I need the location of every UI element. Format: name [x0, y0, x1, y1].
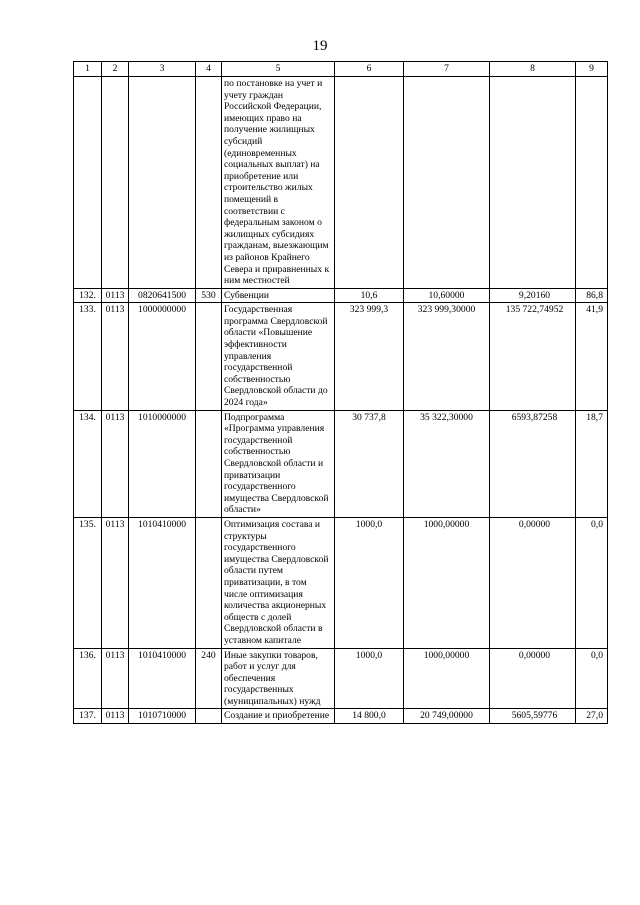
row-target-code: 1000000000: [129, 303, 196, 410]
header-col-2: 2: [102, 62, 129, 77]
row-target-code: 1010410000: [129, 517, 196, 648]
row-plan: 1000,0: [335, 648, 404, 709]
row-plan: 1000,0: [335, 517, 404, 648]
row-number: 133.: [74, 303, 102, 410]
row-percent: 27,0: [576, 709, 608, 724]
budget-table: [73, 61, 608, 724]
row-refined: 323 999,30000: [404, 303, 490, 410]
row-expense-type: [196, 709, 222, 724]
row-name: Создание и приобретение: [222, 709, 335, 724]
row-target-code: 1010410000: [129, 648, 196, 709]
row-section: 0113: [102, 648, 129, 709]
table-row: [74, 288, 608, 303]
row-exec: 6593,87258: [490, 410, 576, 517]
row-expense-type: 240: [196, 648, 222, 709]
row-plan: 14 800,0: [335, 709, 404, 724]
header-col-9: 9: [576, 62, 608, 77]
row-target-code: 0820641500: [129, 288, 196, 303]
row-expense-type: [196, 410, 222, 517]
row-number: 137.: [74, 709, 102, 724]
header-row: [74, 62, 608, 77]
row-plan: 30 737,8: [335, 410, 404, 517]
row-name: по постановке на учет и учету граждан Российской Федерации, имеющих право на получение жилищных субсидий (единовременных социальных выплат) на приобретение или строительство жилых помещений в соответствии с федеральным законом о жилищных субсидиях гражданам, выезжающим из районов Крайнего Севера и приравненных к ним местностей: [222, 77, 335, 289]
header-col-7: 7: [404, 62, 490, 77]
row-name: Субвенции: [222, 288, 335, 303]
row-name: Подпрограмма «Программа управления государственной собственностью Свердловской области и приватизации государственного имущества Свердловской области»: [222, 410, 335, 517]
row-refined: 1000,00000: [404, 517, 490, 648]
row-refined: 10,60000: [404, 288, 490, 303]
row-refined: 20 749,00000: [404, 709, 490, 724]
row-number: 136.: [74, 648, 102, 709]
row-refined: 1000,00000: [404, 648, 490, 709]
row-name: Оптимизация состава и структуры государственного имущества Свердловской области путем приватизации, в том числе оптимизация количества акционерных обществ с долей Свердловской области в уставном капитале: [222, 517, 335, 648]
row-target-code: 1010710000: [129, 709, 196, 724]
row-target-code: 1010000000: [129, 410, 196, 517]
row-exec: 9,20160: [490, 288, 576, 303]
row-exec: 135 722,74952: [490, 303, 576, 410]
table-row: [74, 648, 608, 709]
table-row-continuation: [74, 77, 608, 289]
row-plan: 10,6: [335, 288, 404, 303]
row-exec: 5605,59776: [490, 709, 576, 724]
row-section: 0113: [102, 517, 129, 648]
row-percent: 86,8: [576, 288, 608, 303]
row-expense-type: [196, 303, 222, 410]
table-row: [74, 517, 608, 648]
row-name: Государственная программа Свердловской области «Повышение эффективности управления государственной собственностью Свердловской области до 2024 года»: [222, 303, 335, 410]
row-refined: 35 322,30000: [404, 410, 490, 517]
row-expense-type: [196, 517, 222, 648]
row-exec: 0,00000: [490, 648, 576, 709]
header-col-3: 3: [129, 62, 196, 77]
row-number: 135.: [74, 517, 102, 648]
header-col-6: 6: [335, 62, 404, 77]
row-percent: 18,7: [576, 410, 608, 517]
row-expense-type: 530: [196, 288, 222, 303]
row-exec: 0,00000: [490, 517, 576, 648]
row-section: 0113: [102, 288, 129, 303]
row-name: Иные закупки товаров, работ и услуг для обеспечения государственных (муниципальных) нужд: [222, 648, 335, 709]
row-plan: 323 999,3: [335, 303, 404, 410]
table-row: [74, 303, 608, 410]
header-col-5: 5: [222, 62, 335, 77]
row-number: 134.: [74, 410, 102, 517]
row-percent: 41,9: [576, 303, 608, 410]
row-percent: 0,0: [576, 648, 608, 709]
row-section: 0113: [102, 303, 129, 410]
table-row: [74, 410, 608, 517]
header-col-8: 8: [490, 62, 576, 77]
header-col-1: 1: [74, 62, 102, 77]
row-number: 132.: [74, 288, 102, 303]
row-percent: 0,0: [576, 517, 608, 648]
row-section: 0113: [102, 410, 129, 517]
page-number: 19: [312, 38, 328, 54]
row-section: 0113: [102, 709, 129, 724]
header-col-4: 4: [196, 62, 222, 77]
table-row: [74, 709, 608, 724]
